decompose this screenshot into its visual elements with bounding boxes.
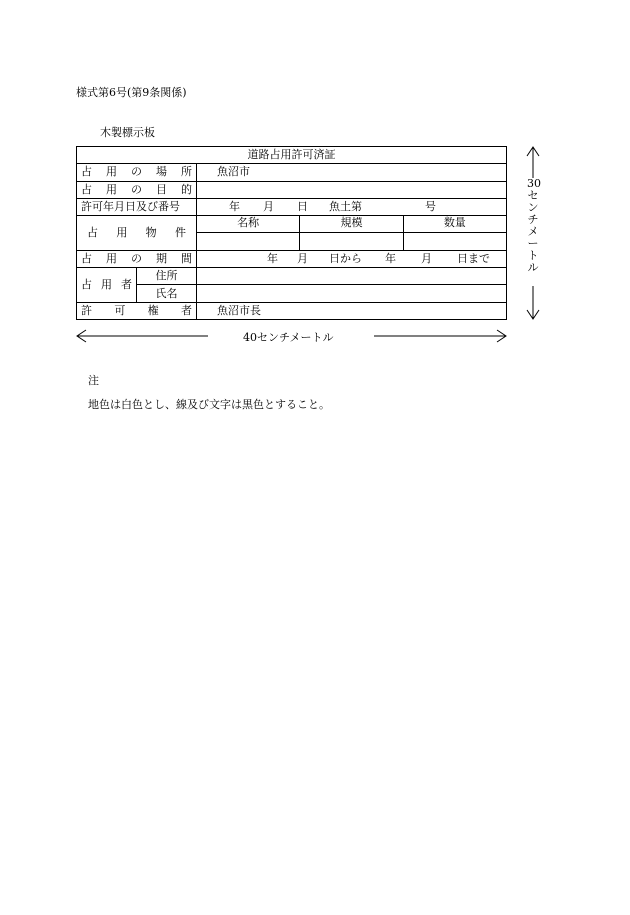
label-char: 用 [106,251,117,265]
object-values [197,233,507,250]
label-char: 者 [121,277,132,291]
name-label: 氏名 [137,285,197,302]
purpose-label-text [81,183,192,197]
address-label: 住所 [137,268,197,285]
label-char: 用 [116,225,128,239]
purpose-value [197,181,507,198]
name-value [197,285,507,302]
table-row [77,302,507,319]
period-start-year: 年 [267,251,278,265]
object-headers [197,216,507,233]
label-char: 可 [114,303,126,317]
object-col-quantity: 数量 [443,216,466,230]
period-end-month: 月 [421,251,432,265]
table-row [77,198,507,215]
permit-sign-table [76,146,507,320]
label-char: 占 [81,182,92,196]
label-char: 占 [81,277,92,291]
place-value-text: 魚沼市 [217,165,250,179]
label-char: 的 [181,182,192,196]
label-char: 用 [101,277,112,291]
object-label-text [81,226,192,240]
authority-value [197,302,507,319]
note-heading: 注 [88,374,99,387]
label-char: 件 [174,225,186,239]
table-row [77,164,507,181]
table-row [77,147,507,164]
permit-label: 許可年月日及び番号 [77,198,197,215]
period-value [197,250,507,267]
place-label-text [81,165,192,179]
object-scale-cell [300,233,403,249]
permit-value [197,198,507,215]
object-label [77,216,197,251]
height-label: 30センチメートル [527,177,541,274]
label-char: 占 [81,251,92,265]
table-row [77,285,507,302]
period-start-day: 日から [329,251,362,265]
period-label-text [81,252,192,266]
period-end-year: 年 [385,251,396,265]
label-char: 間 [181,251,192,265]
label-char: 目 [156,182,167,196]
board-title: 木製標示板 [100,126,155,139]
permit-month: 月 [263,200,274,214]
label-char: 物 [145,225,157,239]
authority-label-text [81,304,192,318]
label-char: 占 [87,225,98,239]
period-start-month: 月 [297,251,308,265]
object-col-name: 名称 [197,216,300,232]
occupant-label [77,268,137,303]
table-row [77,216,507,233]
label-char: 場 [156,165,167,179]
label-char: 所 [181,165,192,179]
label-char: 者 [180,303,192,317]
note-text: 地色は白色とし、線及び文字は黒色とすること。 [88,398,330,411]
object-name-cell [197,233,300,249]
label-char: の [131,251,142,265]
label-char: 許 [81,303,92,317]
label-char: の [131,182,142,196]
table-title: 道路占用許可済証 [77,147,507,164]
period-end-day: 日まで [457,251,490,265]
table-row [77,268,507,285]
authority-label [77,302,197,319]
label-char: 用 [106,182,117,196]
address-value [197,268,507,285]
permit-number-suffix: 号 [425,200,436,214]
place-label [77,164,197,181]
form-number: 様式第6号(第9条関係) [76,86,187,99]
table-row [77,250,507,267]
label-char: の [131,165,142,179]
permit-number-prefix: 魚土第 [329,200,362,214]
occupant-label-text [81,278,132,292]
label-char: 期 [156,251,167,265]
width-label: 40センチメートル [243,331,334,344]
authority-value-text: 魚沼市長 [217,303,261,317]
period-label [77,250,197,267]
label-char: 用 [106,165,117,179]
object-col-scale: 規模 [300,216,403,232]
object-quantity-cell [404,233,506,249]
purpose-label [77,181,197,198]
table-row [77,181,507,198]
permit-day: 日 [297,200,308,214]
label-char: 権 [147,303,159,317]
label-char: 占 [81,165,92,179]
permit-year: 年 [229,200,240,214]
place-value [197,164,507,181]
